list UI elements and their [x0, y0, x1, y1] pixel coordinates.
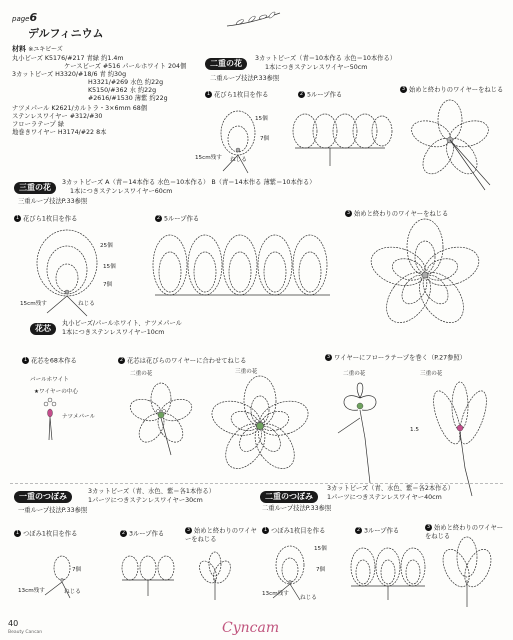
twist-label: ねじる: [300, 595, 317, 601]
bead-count-label: 25個: [100, 243, 113, 249]
triple-flower-diagram: [365, 220, 495, 330]
material-line: ケースビーズ #516 パールホワイト 204個: [64, 63, 187, 70]
double-flower-label: 二重の花: [343, 371, 366, 377]
bead-count-label: 7個: [316, 567, 326, 573]
twist-label: ねじる: [64, 589, 81, 595]
flower-with-stamen-small: [128, 380, 198, 460]
technique-ref: 三重ループ技法P.33参照: [18, 198, 88, 205]
page-label-text: page: [12, 15, 30, 23]
technique-ref: 二重ループ技法P.33参照: [210, 75, 280, 82]
wire-length-label: 15cm残す: [195, 155, 222, 161]
material-line: 3カットビーズ H3320/#18/6 青 約30g: [12, 71, 127, 78]
wire-length-label: 15cm残す: [20, 301, 47, 307]
step-number-icon: 3: [326, 354, 331, 360]
technique-ref: 一重ループ技法P.33参照: [18, 507, 88, 514]
step-number-icon: 2: [121, 530, 126, 536]
step-3: [345, 210, 448, 218]
step-1: [14, 530, 77, 538]
bead-count-label: 15個: [255, 116, 268, 122]
section-desc: 丸小ビーズ/パールホワイト、ナツメパール: [62, 320, 182, 327]
step-number-icon: 2: [156, 215, 161, 221]
step-text: 3ループ作る: [129, 530, 165, 538]
material-line: 地巻きワイヤー H3174/#22 8本: [12, 129, 107, 136]
twist-label: ねじる: [230, 157, 247, 163]
page-title: デルフィニウム: [28, 27, 104, 40]
step-text: 始めと終わりのワイヤーをねじる: [185, 527, 257, 543]
material-line: #2616/#1530 薄紫 約22g: [88, 95, 168, 102]
bead-count-label: 15個: [103, 264, 116, 270]
section-desc: 1本につきステンレスワイヤー60cm: [70, 188, 173, 195]
step-number-icon: 3: [426, 524, 431, 530]
material-line: 丸小ビーズ K5176/#217 青緑 約1.4m: [12, 55, 124, 62]
step-number-icon: 1: [263, 527, 268, 533]
material-line: フローラテープ 緑: [12, 121, 65, 128]
materials-heading: [12, 46, 63, 53]
section-desc: 1本につきステンレスワイヤー50cm: [265, 64, 368, 71]
bead-count-label: 7個: [72, 567, 82, 573]
step-text: つぼみ1枚目を作る: [271, 527, 326, 535]
five-loop-diagram: [290, 106, 390, 166]
step-number-icon: 2: [356, 527, 361, 533]
flower-diagram: [410, 100, 500, 190]
wire-length-label: 13cm残す: [262, 591, 289, 597]
material-line: ステンレスワイヤー #312/#30: [12, 113, 103, 120]
three-double-bud-loop-diagram: [348, 542, 428, 602]
footer-logo: Cyncam: [222, 620, 280, 636]
double-flower-label: 二重の花: [130, 371, 153, 377]
step-1: [14, 215, 77, 223]
page-label: [12, 12, 37, 23]
step-1: [262, 527, 325, 535]
length-label: 1.5: [410, 427, 419, 433]
step-number-icon: 1: [23, 357, 28, 363]
footer-brand: Beauty Cancan: [8, 630, 43, 635]
bead-count-label: 7個: [103, 282, 113, 288]
section-desc: 1パーツにつきステンレスワイヤー40cm: [327, 494, 442, 501]
section-desc: 3カットビーズ A（青＝14本作る 水色＝10本作る） B（青＝14本作る 薄紫＝10本作る）: [62, 179, 316, 186]
bead-count-label: 15個: [314, 546, 327, 552]
section-desc: 1パーツにつきステンレスワイヤー30cm: [88, 497, 203, 504]
page-number: 40: [8, 619, 19, 628]
page-number-label: 6: [29, 11, 38, 24]
materials-note: ※ユキビーズ: [28, 46, 63, 53]
section-badge: 三重の花: [14, 182, 56, 194]
natsume-pearl-label: ナツメパール: [62, 414, 96, 420]
step-2: [155, 215, 199, 223]
step-number-icon: 1: [206, 91, 211, 97]
step-2: [118, 357, 246, 365]
technique-ref: 二重ループ技法P.33参照: [262, 505, 332, 512]
divider: [10, 483, 503, 484]
section-desc: 3カットビーズ（青、水色、紫＝各1本作る）: [88, 488, 216, 495]
step-2: [120, 530, 164, 538]
step-text: 3ループ作る: [364, 527, 400, 535]
flower-with-stamen-large: [205, 378, 315, 478]
step-text: 花びら1枚目を作る: [23, 215, 78, 223]
section-desc: 1本につきステンレスワイヤー10cm: [62, 329, 165, 336]
step-number-icon: 3: [186, 527, 191, 533]
section-badge: 一重のつぼみ: [14, 491, 72, 503]
material-line: ナツメパール K2621/カルトラ・3×6mm 68個: [12, 105, 148, 112]
double-bud-twisted-diagram: [432, 535, 502, 610]
step-3: [325, 354, 466, 362]
twist-label: ねじる: [78, 301, 95, 307]
taped-flower-large: [420, 378, 500, 498]
step-text: 始めと終わりのワイヤーをねじる: [409, 86, 504, 94]
step-1: [22, 357, 77, 365]
step-3: [400, 86, 510, 95]
step-2: [355, 527, 399, 535]
step-2: [298, 91, 342, 99]
material-line: K5150/#362 水 約22g: [88, 87, 157, 94]
triple-flower-label: 三重の花: [235, 369, 258, 375]
wire-length-label: 13cm残す: [18, 588, 45, 594]
bead-count-label: 7個: [260, 136, 270, 142]
step-number-icon: 2: [119, 357, 124, 363]
step-number-icon: 1: [15, 530, 20, 536]
step-number-icon: 3: [346, 210, 351, 216]
step-text: 花芯は花びらのワイヤーに合わせてねじる: [127, 357, 247, 365]
leaf-ornament-icon: [225, 10, 285, 30]
section-desc: 3カットビーズ（青、水色、紫＝各2本作る）: [327, 485, 455, 492]
pearl-white-label: パールホワイト: [30, 377, 69, 383]
step-1: [205, 91, 268, 99]
triple-flower-label: 三重の花: [420, 371, 443, 377]
taped-flower-small: [330, 378, 390, 488]
bud-twisted-diagram: [190, 548, 240, 603]
section-desc: 3カットビーズ（青＝10本作る 水色＝10本作る）: [255, 55, 397, 62]
step-text: ワイヤーにフローラテープを巻く（P.27参照）: [334, 354, 466, 362]
step-number-icon: 1: [15, 215, 20, 221]
section-badge: 花芯: [30, 323, 56, 335]
step-number-icon: 3: [401, 86, 406, 92]
step-text: 5ループ作る: [164, 215, 200, 223]
section-badge: 二重の花: [205, 58, 247, 70]
step-text: 始めと終わりのワイヤーをねじる: [354, 210, 449, 218]
stamen-diagram: [35, 395, 65, 455]
three-bud-loop-diagram: [118, 548, 178, 598]
materials-title: 材料: [12, 45, 26, 53]
step-text: 花びら1枚目を作る: [214, 91, 269, 99]
step-text: 5ループ作る: [307, 91, 343, 99]
material-line: H3321/#269 水色 約22g: [88, 79, 164, 86]
step-text: つぼみ1枚目を作る: [23, 530, 78, 538]
five-triple-loop-diagram: [150, 230, 335, 310]
wire-center-label: ★ワイヤーの中心: [34, 389, 79, 395]
step-number-icon: 2: [299, 91, 304, 97]
step-3: [185, 527, 260, 544]
step-text: 始めと終わりのワイヤーをねじる: [425, 524, 504, 540]
section-badge: 二重のつぼみ: [260, 491, 318, 503]
step-text: 花芯を68本作る: [31, 357, 77, 365]
